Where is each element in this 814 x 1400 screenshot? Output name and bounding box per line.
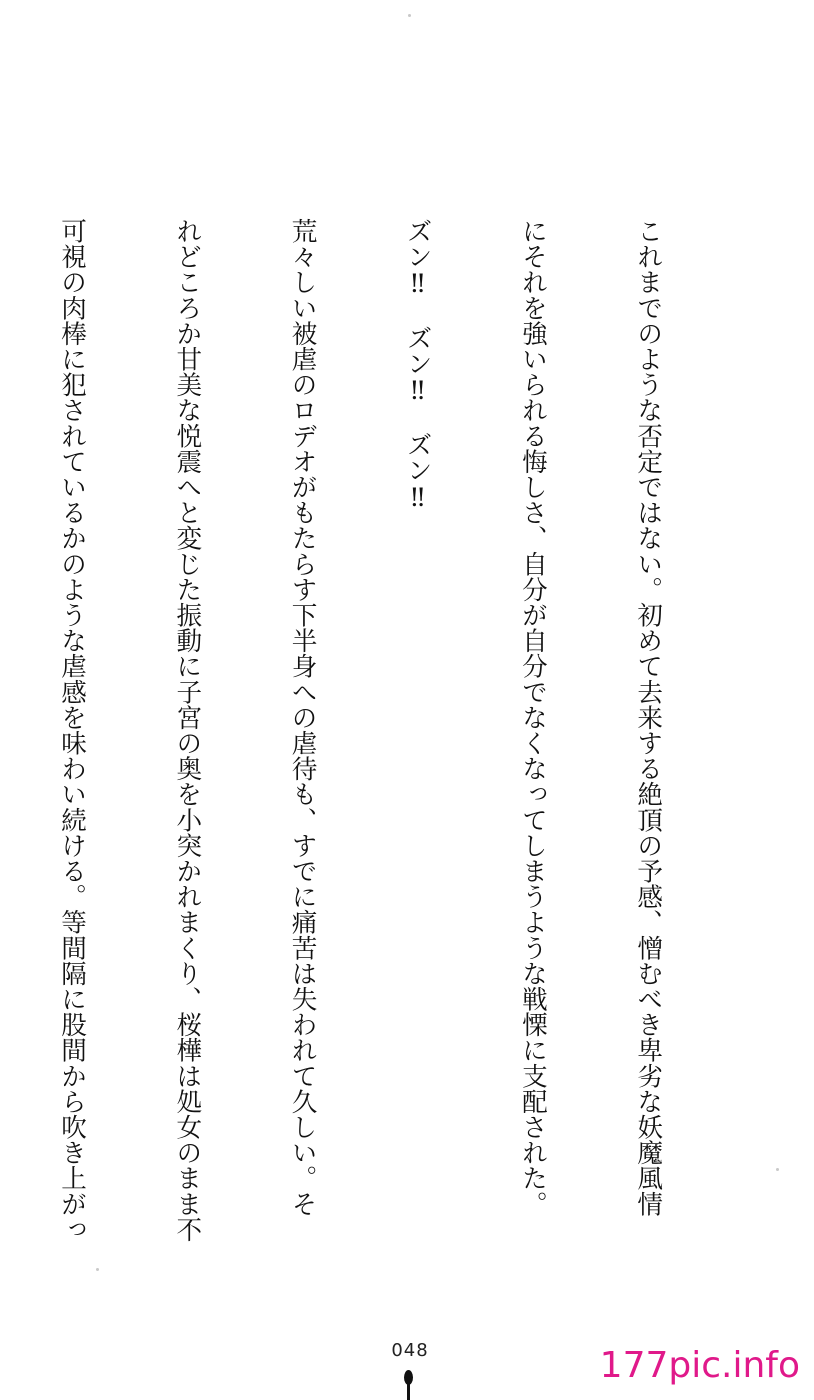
- text-line: ズン‼ ズン‼ ズン‼: [402, 218, 433, 513]
- vertical-text-block: [0, 218, 744, 1242]
- text-line: これまでのような否定ではない。初めて去来する絶頂の予感、憎むべき卑劣な妖魔風情: [633, 218, 664, 1217]
- paper-speck: [96, 1268, 99, 1271]
- paper-speck: [776, 1168, 779, 1171]
- text-line: れどころか甘美な悦震へと変じた振動に子宮の奥を小突かれまくり、桜樺は処女のまま不: [172, 218, 203, 1242]
- text-line: 可視の肉棒に犯されているかのような虐感を味わい続ける。等間隔に股間から吹き上がっ: [57, 218, 88, 1242]
- page-number: 048: [391, 1340, 429, 1361]
- watermark: 177pic.info: [599, 1345, 800, 1386]
- text-line: 荒々しい被虐のロデオがもたらす下半身への虐待も、すでに痛苦は失われて久しい。そ: [287, 218, 318, 1217]
- page-marker-stem: [407, 1383, 410, 1400]
- paper-speck: [408, 14, 411, 17]
- text-line: にそれを強いられる悔しさ、自分が自分でなくなってしまうような戦慄に支配された。: [517, 218, 548, 1217]
